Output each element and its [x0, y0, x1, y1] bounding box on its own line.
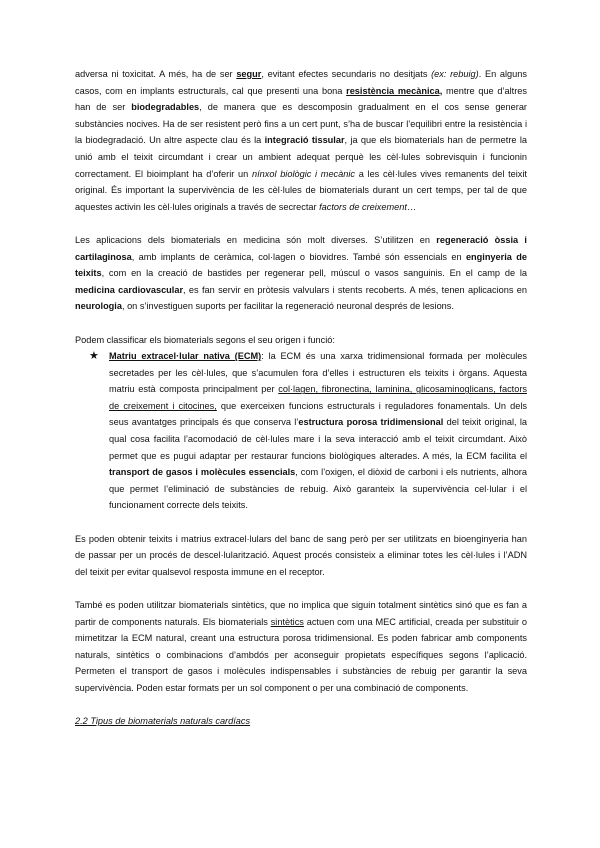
bullet-list [75, 348, 527, 514]
paragraph-classification: Podem classificar els biomaterials segons el seu origen i funció: [75, 334, 335, 345]
emphasis-components: col·lagen, fibronectina, laminina, glicosaminoglicans, factors de creixement i citocines, [109, 384, 527, 411]
emphasis-segur: segur [236, 69, 262, 79]
emphasis-rebuig: (ex: rebuig) [431, 69, 479, 79]
emphasis-sintetics: sintètics [270, 616, 304, 627]
paragraph-applications: Les aplicacions dels biomaterials en medicina són molt diverses. S’utilitzen en regeneració òssia i cartilaginosa, amb implants de ceràmica, col·lagen o biovidres. També són essencials en enginyeria de teixits, com en la creació de bastides per regenerar pell, múscul o vasos sanguinis. En el camp de la medicina cardiovascular, es fan servir en pròtesis valvulars i stents recoberts. A més, tenen aplicacions en neurologia, on s’investiguen suports per facilitar la regeneració neuronal després de lesions. [75, 234, 527, 312]
emphasis-nixol: nínxol biològic i mecànic [251, 168, 356, 179]
emphasis-enginyeria: enginyeria de teixits [75, 251, 527, 279]
paragraph-synthetic: També es poden utilitzar biomaterials sintètics, que no implica que siguin totalment sintètics sinó que es fan a partir de components naturals. Els biomaterials sintètics actuen com una MEC artificial, creada per substituir o mimetitzar la ECM natural, creant una estructura porosa tridimensional. Es poden fabricar amb components naturals, sintètics o combinacions d’ambdós per aconseguir propietats específiques segons l’aplicació. Permeten el transport de gasos i molècules indispensables i substàncies de rebuig per garantir la seva supervivència. Poden estar formats per un sol component o per una combinació de components. [75, 600, 527, 693]
document-page [75, 66, 527, 730]
emphasis-estructura: estructura porosa tridimensional [298, 417, 444, 428]
emphasis-resistencia: resistència mecànica, [346, 85, 443, 96]
star-icon: ★ [89, 349, 99, 363]
emphasis-factors: factors de creixement [319, 201, 407, 212]
emphasis-ecm-title: Matriu extracel·lular nativa (ECM) [109, 351, 262, 362]
list-item: ★ Matriu extracel·lular nativa (ECM): la ECM és una xarxa tridimensional formada per molècules secretades per les cèl·lules, que s’acumulen fora d’elles i estructuren els teixits i òrgans. Aquesta matriu està composta principalment per col·lagen, fibronectina, laminina, glicosaminoglicans, factors de creixement i citocines, que exerceixen funcions estructurals i reguladores fonamentals. Un dels seus avantatges principals és que conserva l’estructura porosa tridimensional del teixit original, la qual cosa facilita l’acomodació de cèl·lules mare i la seva interacció amb el teixit circumdant. Això permet que es pugui adaptar per restaurar funcions biològiques alterades. A més, la ECM facilita el transport de gasos i molècules essencials, com l’oxigen, el diòxid de carboni i els nutrients, alhora que permet l’eliminació de substàncies de rebuig. Això garanteix la supervivència cel·lular i el funcionament correcte dels teixits. [89, 349, 527, 511]
emphasis-medicina: medicina cardiovascular [75, 284, 184, 295]
section-heading: 2.2 Tipus de biomaterials naturals cardíacs [75, 716, 251, 727]
paragraph-decellularization: Es poden obtenir teixits i matrius extracel·lulars del banc de sang però per ser utilitzats en bioenginyeria han de passar per un procés de descel·lularització. Aquest procés consisteix a eliminar totes les cèl·lules i l’ADN del teixit per evitar qualsevol resposta immune en el receptor. [75, 533, 527, 577]
paragraph-requirements: adversa ni toxicitat. A més, ha de ser segur, evitant efectes secundaris no desitjats (ex: rebuig). En alguns casos, com en implants estructurals, cal que presenti una bona resistència mecànica, mentre que d’altres han de ser biodegradables, de manera que es descomposin gradualment en el cos sense generar substàncies nocives. Ha de ser resistent però fins a un cert punt, s’ha de buscar l’equilibri entre la resistència i la biodegradació. Un altre aspecte clau és la integració tissular, ja que els biomaterials han de permetre la unió amb el teixit circumdant i crear un ambient adequat perquè les cèl·lules sobrevisquin i funcionin correctament. El bioimplant ha d’oferir un nínxol biològic i mecànic a les cèl·lules vives remanents del teixit original. És important la supervivència de les cèl·lules de biomaterials durant un cert temps, per tal de que aquestes activin les cèl·lules originals a través de secrectar factors de creixement… [75, 69, 528, 212]
emphasis-transport: transport de gasos i molècules essencials [109, 467, 296, 478]
emphasis-integracio: integració tissular [264, 135, 345, 146]
emphasis-neurologia: neurologia [75, 301, 122, 312]
emphasis-regeneracio: regeneració òssia i cartilaginosa [75, 234, 527, 262]
emphasis-biodegradables: biodegradables [131, 102, 200, 113]
